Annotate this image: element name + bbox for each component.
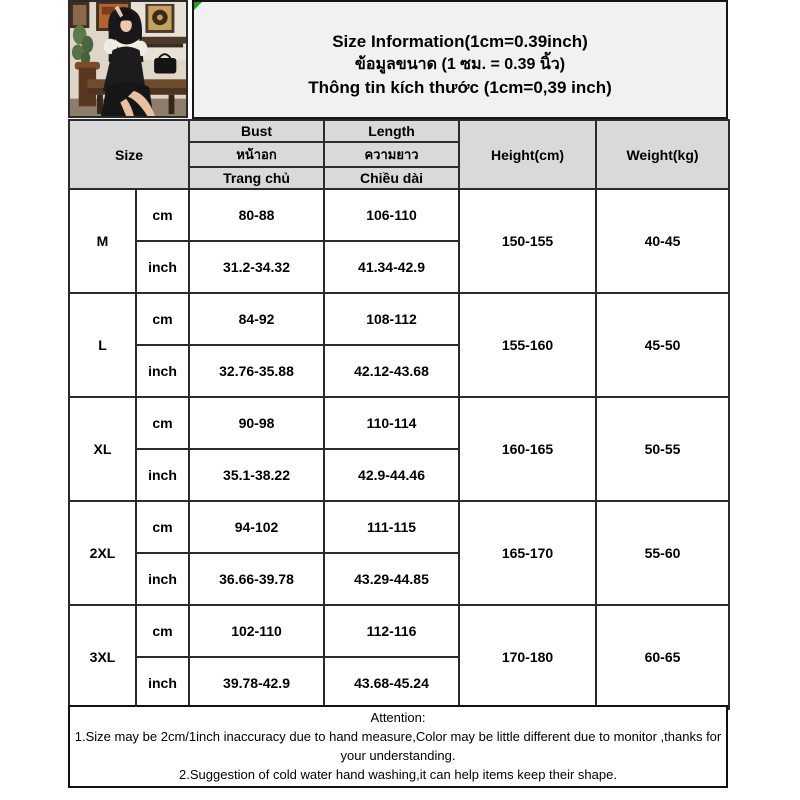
2xl-length-inch: 43.29-44.85 [324, 553, 459, 605]
3xl-height: 170-180 [459, 605, 596, 709]
unit-cm: cm [136, 501, 189, 553]
xl-bust-inch: 35.1-38.22 [189, 449, 324, 501]
3xl-bust-cm: 102-110 [189, 605, 324, 657]
table-row [69, 501, 729, 553]
header-size: Size [69, 120, 189, 189]
2xl-weight: 55-60 [596, 501, 729, 605]
xl-height: 160-165 [459, 397, 596, 501]
product-photo [68, 0, 188, 118]
m-bust-inch: 31.2-34.32 [189, 241, 324, 293]
l-length-cm: 108-112 [324, 293, 459, 345]
l-height: 155-160 [459, 293, 596, 397]
m-height: 150-155 [459, 189, 596, 293]
unit-cm: cm [136, 293, 189, 345]
size-info-title-band [192, 0, 728, 119]
corner-marker-icon [194, 2, 202, 10]
unit-inch: inch [136, 241, 189, 293]
unit-inch: inch [136, 345, 189, 397]
2xl-bust-inch: 36.66-39.78 [189, 553, 324, 605]
l-length-inch: 42.12-43.68 [324, 345, 459, 397]
attention-note [68, 705, 728, 788]
unit-inch: inch [136, 657, 189, 709]
product-photo-illustration [70, 2, 186, 116]
m-weight: 40-45 [596, 189, 729, 293]
3xl-bust-inch: 39.78-42.9 [189, 657, 324, 709]
title-english: Size Information(1cm=0.39inch) [332, 32, 588, 51]
table-row [69, 293, 729, 345]
size-label-xl: XL [69, 397, 136, 501]
title-thai: ข้อมูลขนาด (1 ซม. = 0.39 นิ้ว) [354, 56, 566, 73]
unit-inch: inch [136, 449, 189, 501]
header-bust-vi: Trang chủ [189, 167, 324, 189]
header-bust-en: Bust [189, 120, 324, 142]
2xl-bust-cm: 94-102 [189, 501, 324, 553]
table-row [69, 605, 729, 657]
attention-title: Attention: [370, 710, 426, 725]
l-bust-cm: 84-92 [189, 293, 324, 345]
3xl-length-cm: 112-116 [324, 605, 459, 657]
size-label-3xl: 3XL [69, 605, 136, 709]
2xl-length-cm: 111-115 [324, 501, 459, 553]
xl-bust-cm: 90-98 [189, 397, 324, 449]
l-bust-inch: 32.76-35.88 [189, 345, 324, 397]
size-table [68, 119, 730, 710]
size-label-l: L [69, 293, 136, 397]
header-height: Height(cm) [459, 120, 596, 189]
header-length-th: ความยาว [324, 142, 459, 167]
unit-cm: cm [136, 189, 189, 241]
xl-length-inch: 42.9-44.46 [324, 449, 459, 501]
size-label-m: M [69, 189, 136, 293]
unit-cm: cm [136, 605, 189, 657]
m-length-cm: 106-110 [324, 189, 459, 241]
3xl-length-inch: 43.68-45.24 [324, 657, 459, 709]
xl-length-cm: 110-114 [324, 397, 459, 449]
table-row [69, 189, 729, 241]
m-length-inch: 41.34-42.9 [324, 241, 459, 293]
m-bust-cm: 80-88 [189, 189, 324, 241]
xl-weight: 50-55 [596, 397, 729, 501]
attention-line1: 1.Size may be 2cm/1inch inaccuracy due to hand measure,Color may be little different due to monitor ,thanks for your understanding. [74, 729, 722, 763]
header-length-vi: Chiều dài [324, 167, 459, 189]
table-row [69, 397, 729, 449]
3xl-weight: 60-65 [596, 605, 729, 709]
title-vietnamese: Thông tin kích thước (1cm=0,39 inch) [308, 78, 612, 97]
unit-cm: cm [136, 397, 189, 449]
2xl-height: 165-170 [459, 501, 596, 605]
size-label-2xl: 2XL [69, 501, 136, 605]
header-length-en: Length [324, 120, 459, 142]
header-weight: Weight(kg) [596, 120, 729, 189]
header-bust-th: หน้าอก [189, 142, 324, 167]
unit-inch: inch [136, 553, 189, 605]
attention-line2: 2.Suggestion of cold water hand washing,it can help items keep their shape. [179, 767, 617, 782]
l-weight: 45-50 [596, 293, 729, 397]
